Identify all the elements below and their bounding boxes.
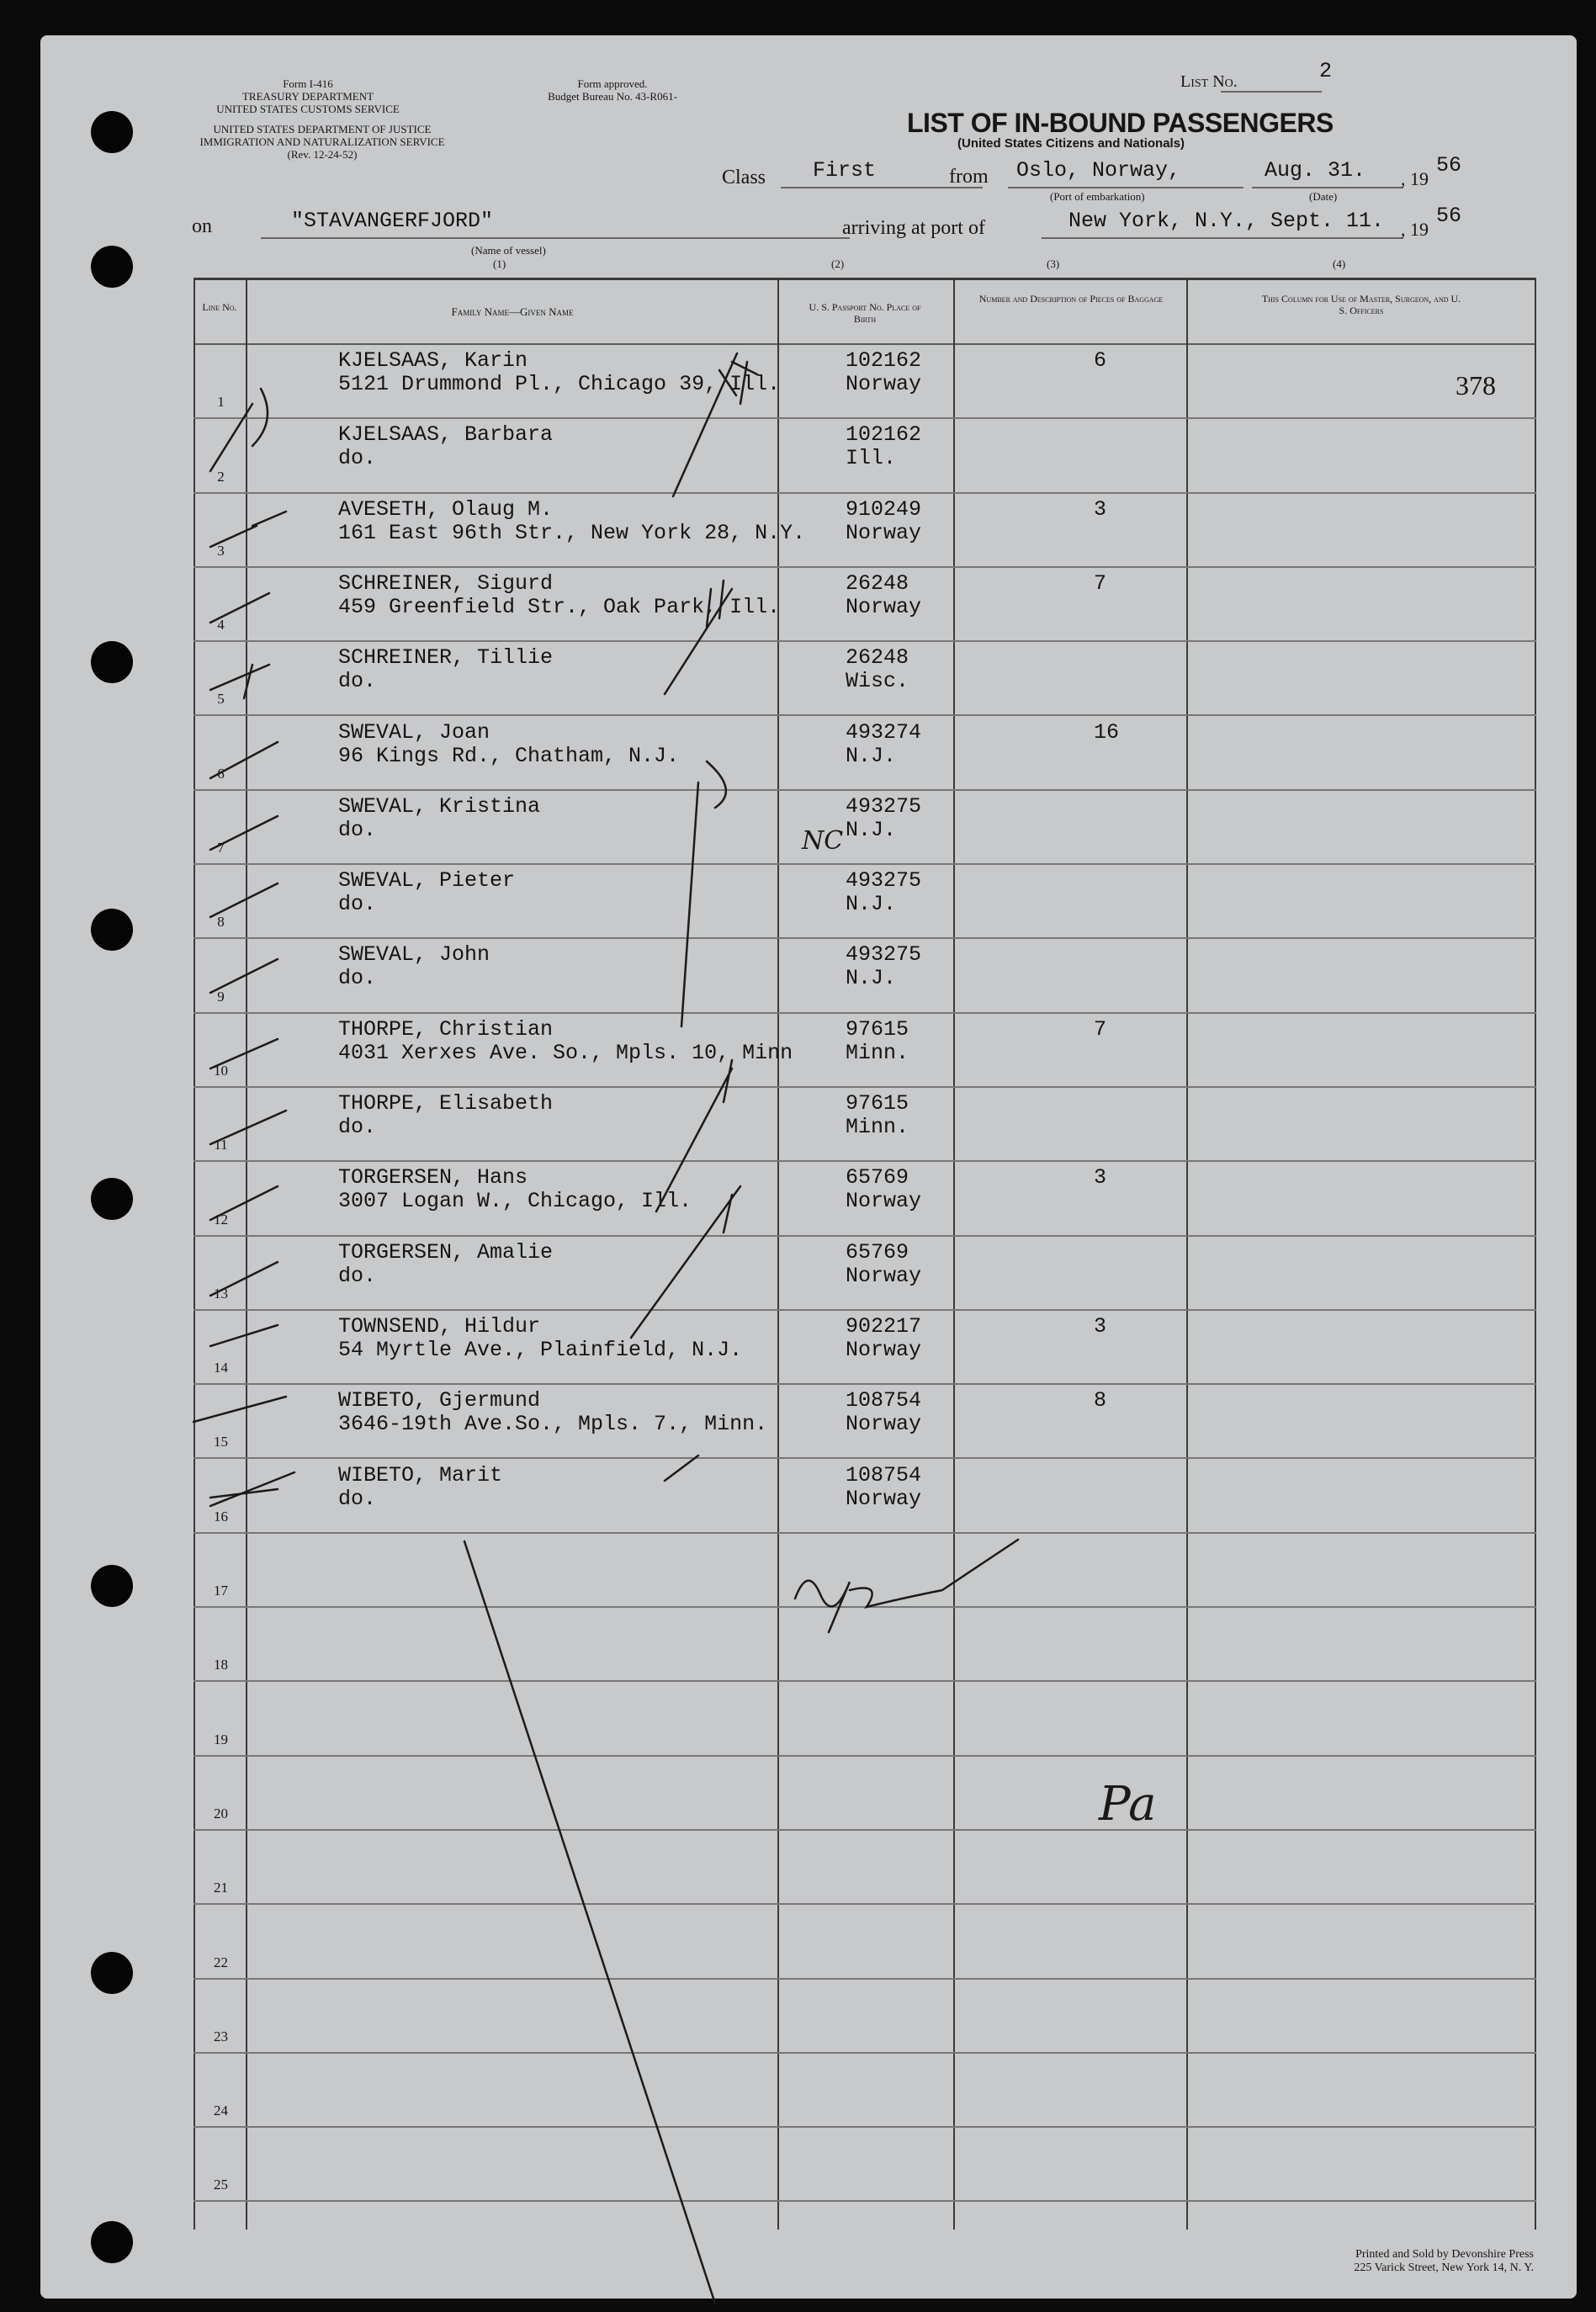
place-of-birth: Norway	[846, 1189, 922, 1214]
treasury-dept: TREASURY DEPARTMENT	[241, 90, 374, 103]
line-number: 6	[217, 765, 225, 782]
place-of-birth: Norway	[846, 1337, 922, 1362]
form-approved: Form approved.	[577, 77, 648, 90]
line-number: 8	[217, 914, 225, 931]
table-row	[194, 345, 1536, 419]
passenger-name: SWEVAL, Pieter	[338, 868, 516, 894]
place-of-birth: Ill.	[846, 446, 897, 471]
table-row	[194, 1534, 1536, 1608]
col-header-line: Line No.	[202, 301, 237, 313]
class-label: Class	[722, 167, 766, 188]
passenger-name: WIBETO, Marit	[338, 1462, 503, 1487]
date-underline	[1252, 187, 1403, 188]
punch-hole	[91, 909, 133, 951]
form-number: Form I-416	[283, 77, 333, 90]
row-divider	[194, 2200, 1536, 2202]
table-row	[194, 1608, 1536, 1682]
passenger-name: THORPE, Christian	[338, 1016, 554, 1042]
place-of-birth: Minn.	[846, 1040, 909, 1065]
table-row	[194, 865, 1536, 939]
col-header-baggage: Number and Description of Pieces of Baggage	[978, 293, 1164, 305]
passenger-address: 459 Greenfield Str., Oak Park, Ill.	[338, 594, 781, 619]
passport-number: 102162	[846, 348, 922, 373]
line-number: 23	[214, 2028, 228, 2044]
place-of-birth: N.J.	[846, 743, 897, 768]
line-number: 4	[217, 617, 225, 634]
passenger-address: 5121 Drummond Pl., Chicago 39, Ill.	[338, 372, 781, 396]
passenger-name: TOWNSEND, Hildur	[338, 1313, 541, 1339]
table-row	[194, 1311, 1536, 1385]
table-row	[194, 1237, 1536, 1311]
line-number: 10	[214, 1062, 228, 1079]
punch-hole	[91, 641, 133, 683]
printer-line2: 225 Varick Street, New York 14, N. Y.	[1354, 2262, 1534, 2274]
date-caption: (Date)	[1309, 190, 1338, 203]
passport-number: 493275	[846, 942, 922, 968]
line-number: 24	[214, 2103, 228, 2119]
line-number: 14	[214, 1360, 228, 1376]
place-of-birth: Norway	[846, 520, 922, 545]
punch-hole	[91, 246, 133, 288]
passenger-name: SCHREINER, Tillie	[338, 645, 554, 671]
passenger-address: do.	[338, 817, 377, 842]
baggage-count: 3	[1094, 1313, 1107, 1339]
printer-line1: Printed and Sold by Devonshire Press	[1355, 2248, 1534, 2261]
list-no-value: 2	[1319, 59, 1333, 83]
table-row	[194, 1460, 1536, 1534]
table-row	[194, 1905, 1536, 1979]
passport-number: 26248	[846, 645, 909, 671]
table-row	[194, 419, 1536, 493]
line-number: 2	[217, 468, 225, 485]
passenger-name: THORPE, Elisabeth	[338, 1091, 554, 1116]
passenger-name: AVESETH, Olaug M.	[338, 496, 554, 522]
line-number: 17	[214, 1583, 228, 1599]
arrival-year-prefix: , 19	[1401, 219, 1429, 240]
manifest-sheet	[40, 35, 1577, 2299]
passenger-name: SWEVAL, Joan	[338, 719, 490, 745]
passenger-name: SWEVAL, Kristina	[338, 793, 541, 819]
passenger-address: do.	[338, 446, 377, 471]
passport-number: 102162	[846, 422, 922, 448]
place-of-birth: N.J.	[846, 966, 897, 991]
printer-imprint	[1218, 2248, 1534, 2275]
place-of-birth: N.J.	[846, 817, 897, 842]
table-row	[194, 1757, 1536, 1831]
passport-number: 26248	[846, 570, 909, 596]
col-header-officers: This Column for Use of Master, Surgeon, and U. S. Officers	[1261, 293, 1461, 316]
baggage-count: 16	[1094, 719, 1120, 745]
line-number: 12	[214, 1211, 228, 1228]
passport-number: 108754	[846, 1462, 922, 1487]
justice-dept: UNITED STATES DEPARTMENT OF JUSTICE	[213, 123, 432, 135]
passenger-name: SWEVAL, John	[338, 942, 490, 968]
col4-number: (4)	[1333, 257, 1346, 270]
table-row	[194, 494, 1536, 568]
place-of-birth: Norway	[846, 1263, 922, 1288]
from-label: from	[949, 166, 989, 188]
passenger-address: 3646-19th Ave.So., Mpls. 7., Minn.	[338, 1412, 768, 1437]
birth-correction-mark: NC	[802, 826, 844, 856]
vessel-caption: (Name of vessel)	[471, 244, 546, 257]
approval-block	[512, 77, 713, 103]
passenger-address: do.	[338, 966, 377, 991]
table-row	[194, 568, 1536, 642]
passport-number: 65769	[846, 1239, 909, 1265]
passenger-address: 54 Myrtle Ave., Plainfield, N.J.	[338, 1337, 743, 1362]
col-header-passport: U. S. Passport No. Place of Birth	[809, 301, 921, 325]
table-row	[194, 1162, 1536, 1236]
passport-number: 493274	[846, 719, 922, 745]
form-agency-block	[215, 77, 400, 115]
baggage-count: 3	[1094, 1165, 1107, 1190]
justice-block	[196, 123, 448, 161]
class-value: First	[813, 158, 877, 183]
table-row	[194, 717, 1536, 791]
passenger-name: WIBETO, Gjermund	[338, 1388, 541, 1413]
table-row	[194, 1014, 1536, 1088]
line-number: 7	[217, 840, 225, 856]
place-of-birth: Norway	[846, 1412, 922, 1437]
budget-number: Budget Bureau No. 43-R061-	[548, 90, 677, 103]
page-title: LIST OF IN-BOUND PASSENGERS	[907, 108, 1334, 138]
passenger-name: TORGERSEN, Hans	[338, 1165, 528, 1190]
line-number: 22	[214, 1954, 228, 1970]
passenger-address: 3007 Logan W., Chicago, Ill.	[338, 1189, 692, 1214]
line-number: 20	[214, 1805, 228, 1821]
place-of-birth: Norway	[846, 372, 922, 396]
arrival-underline	[1042, 237, 1403, 239]
ins-service: IMMIGRATION AND NATURALIZATION SERVICE	[199, 135, 445, 148]
table-row	[194, 1682, 1536, 1756]
line-number: 1	[217, 394, 225, 411]
line-number: 19	[214, 1731, 228, 1747]
on-label: on	[192, 215, 212, 237]
line-number: 21	[214, 1880, 228, 1896]
form-revision: (Rev. 12-24-52)	[287, 148, 358, 161]
passport-number: 97615	[846, 1016, 909, 1042]
line-number: 5	[217, 691, 225, 708]
customs-service: UNITED STATES CUSTOMS SERVICE	[216, 103, 400, 115]
table-top-border	[194, 278, 1536, 280]
page-subtitle: (United States Citizens and Nationals)	[957, 136, 1185, 151]
vessel-name: "STAVANGERFJORD"	[291, 209, 494, 233]
baggage-count: 7	[1094, 570, 1107, 596]
table-row	[194, 939, 1536, 1013]
passport-number: 65769	[846, 1165, 909, 1190]
baggage-count: 6	[1094, 348, 1107, 373]
passport-number: 493275	[846, 868, 922, 894]
line-number: 16	[214, 1508, 228, 1525]
line-number: 13	[214, 1285, 228, 1302]
table-row	[194, 1980, 1536, 2054]
officer-note: 378	[1455, 370, 1496, 400]
embark-date: Aug. 31.	[1265, 158, 1366, 183]
col3-number: (3)	[1047, 257, 1060, 270]
baggage-count: 8	[1094, 1388, 1107, 1413]
line-number: 15	[214, 1434, 228, 1450]
place-of-birth: Norway	[846, 1486, 922, 1511]
line-number: 18	[214, 1657, 228, 1673]
passenger-address: do.	[338, 892, 377, 917]
place-of-birth: N.J.	[846, 892, 897, 917]
arriving-label: arriving at port of	[842, 217, 985, 239]
passenger-address: 161 East 96th Str., New York 28, N.Y.	[338, 520, 806, 545]
arrival-port-date: New York, N.Y., Sept. 11.	[1068, 209, 1385, 233]
passport-number: 902217	[846, 1313, 922, 1339]
passenger-address: do.	[338, 1115, 377, 1139]
passport-number: 910249	[846, 496, 922, 522]
port-of-embarkation: Oslo, Norway,	[1016, 158, 1181, 183]
table-row	[194, 1385, 1536, 1459]
passenger-name: KJELSAAS, Barbara	[338, 422, 554, 448]
vessel-underline	[261, 237, 850, 239]
punch-hole	[91, 1178, 133, 1220]
list-no-label: List No.	[1180, 72, 1238, 91]
passenger-address: 4031 Xerxes Ave. So., Mpls. 10, Minn	[338, 1040, 793, 1065]
punch-hole	[91, 1952, 133, 1994]
table-row	[194, 791, 1536, 865]
place-of-birth: Wisc.	[846, 669, 909, 694]
table-row	[194, 642, 1536, 716]
embark-year: 56	[1436, 153, 1462, 178]
port-caption: (Port of embarkation)	[1050, 190, 1145, 203]
from-underline	[1008, 187, 1243, 188]
baggage-count: 7	[1094, 1016, 1107, 1042]
place-of-birth: Norway	[846, 594, 922, 619]
year-prefix: , 19	[1401, 168, 1429, 189]
col2-number: (2)	[831, 257, 845, 270]
passenger-name: TORGERSEN, Amalie	[338, 1239, 554, 1265]
line-number: 25	[214, 2177, 228, 2193]
table-row	[194, 2128, 1536, 2202]
baggage-count: 3	[1094, 496, 1107, 522]
place-of-birth: Minn.	[846, 1115, 909, 1139]
passport-number: 108754	[846, 1388, 922, 1413]
line-number: 11	[214, 1137, 228, 1153]
passenger-address: do.	[338, 1486, 377, 1511]
line-number: 9	[217, 988, 225, 1005]
arrival-year: 56	[1436, 204, 1462, 228]
punch-hole	[91, 111, 133, 153]
table-row	[194, 1831, 1536, 1905]
initials-mark: Pa	[1099, 1777, 1157, 1832]
passenger-address: do.	[338, 1263, 377, 1288]
punch-hole	[91, 1565, 133, 1607]
col-header-name: Family Name—Given Name	[451, 305, 574, 318]
vessel-col-number: (1)	[493, 257, 506, 270]
table-row	[194, 1088, 1536, 1162]
passport-number: 493275	[846, 793, 922, 819]
passenger-name: SCHREINER, Sigurd	[338, 570, 554, 596]
passenger-address: 96 Kings Rd., Chatham, N.J.	[338, 743, 680, 768]
punch-hole	[91, 2221, 133, 2263]
line-number: 3	[217, 542, 225, 559]
passport-number: 97615	[846, 1091, 909, 1116]
list-no-underline	[1221, 91, 1322, 93]
passenger-address: do.	[338, 669, 377, 694]
table-row	[194, 2054, 1536, 2128]
passenger-name: KJELSAAS, Karin	[338, 348, 528, 373]
